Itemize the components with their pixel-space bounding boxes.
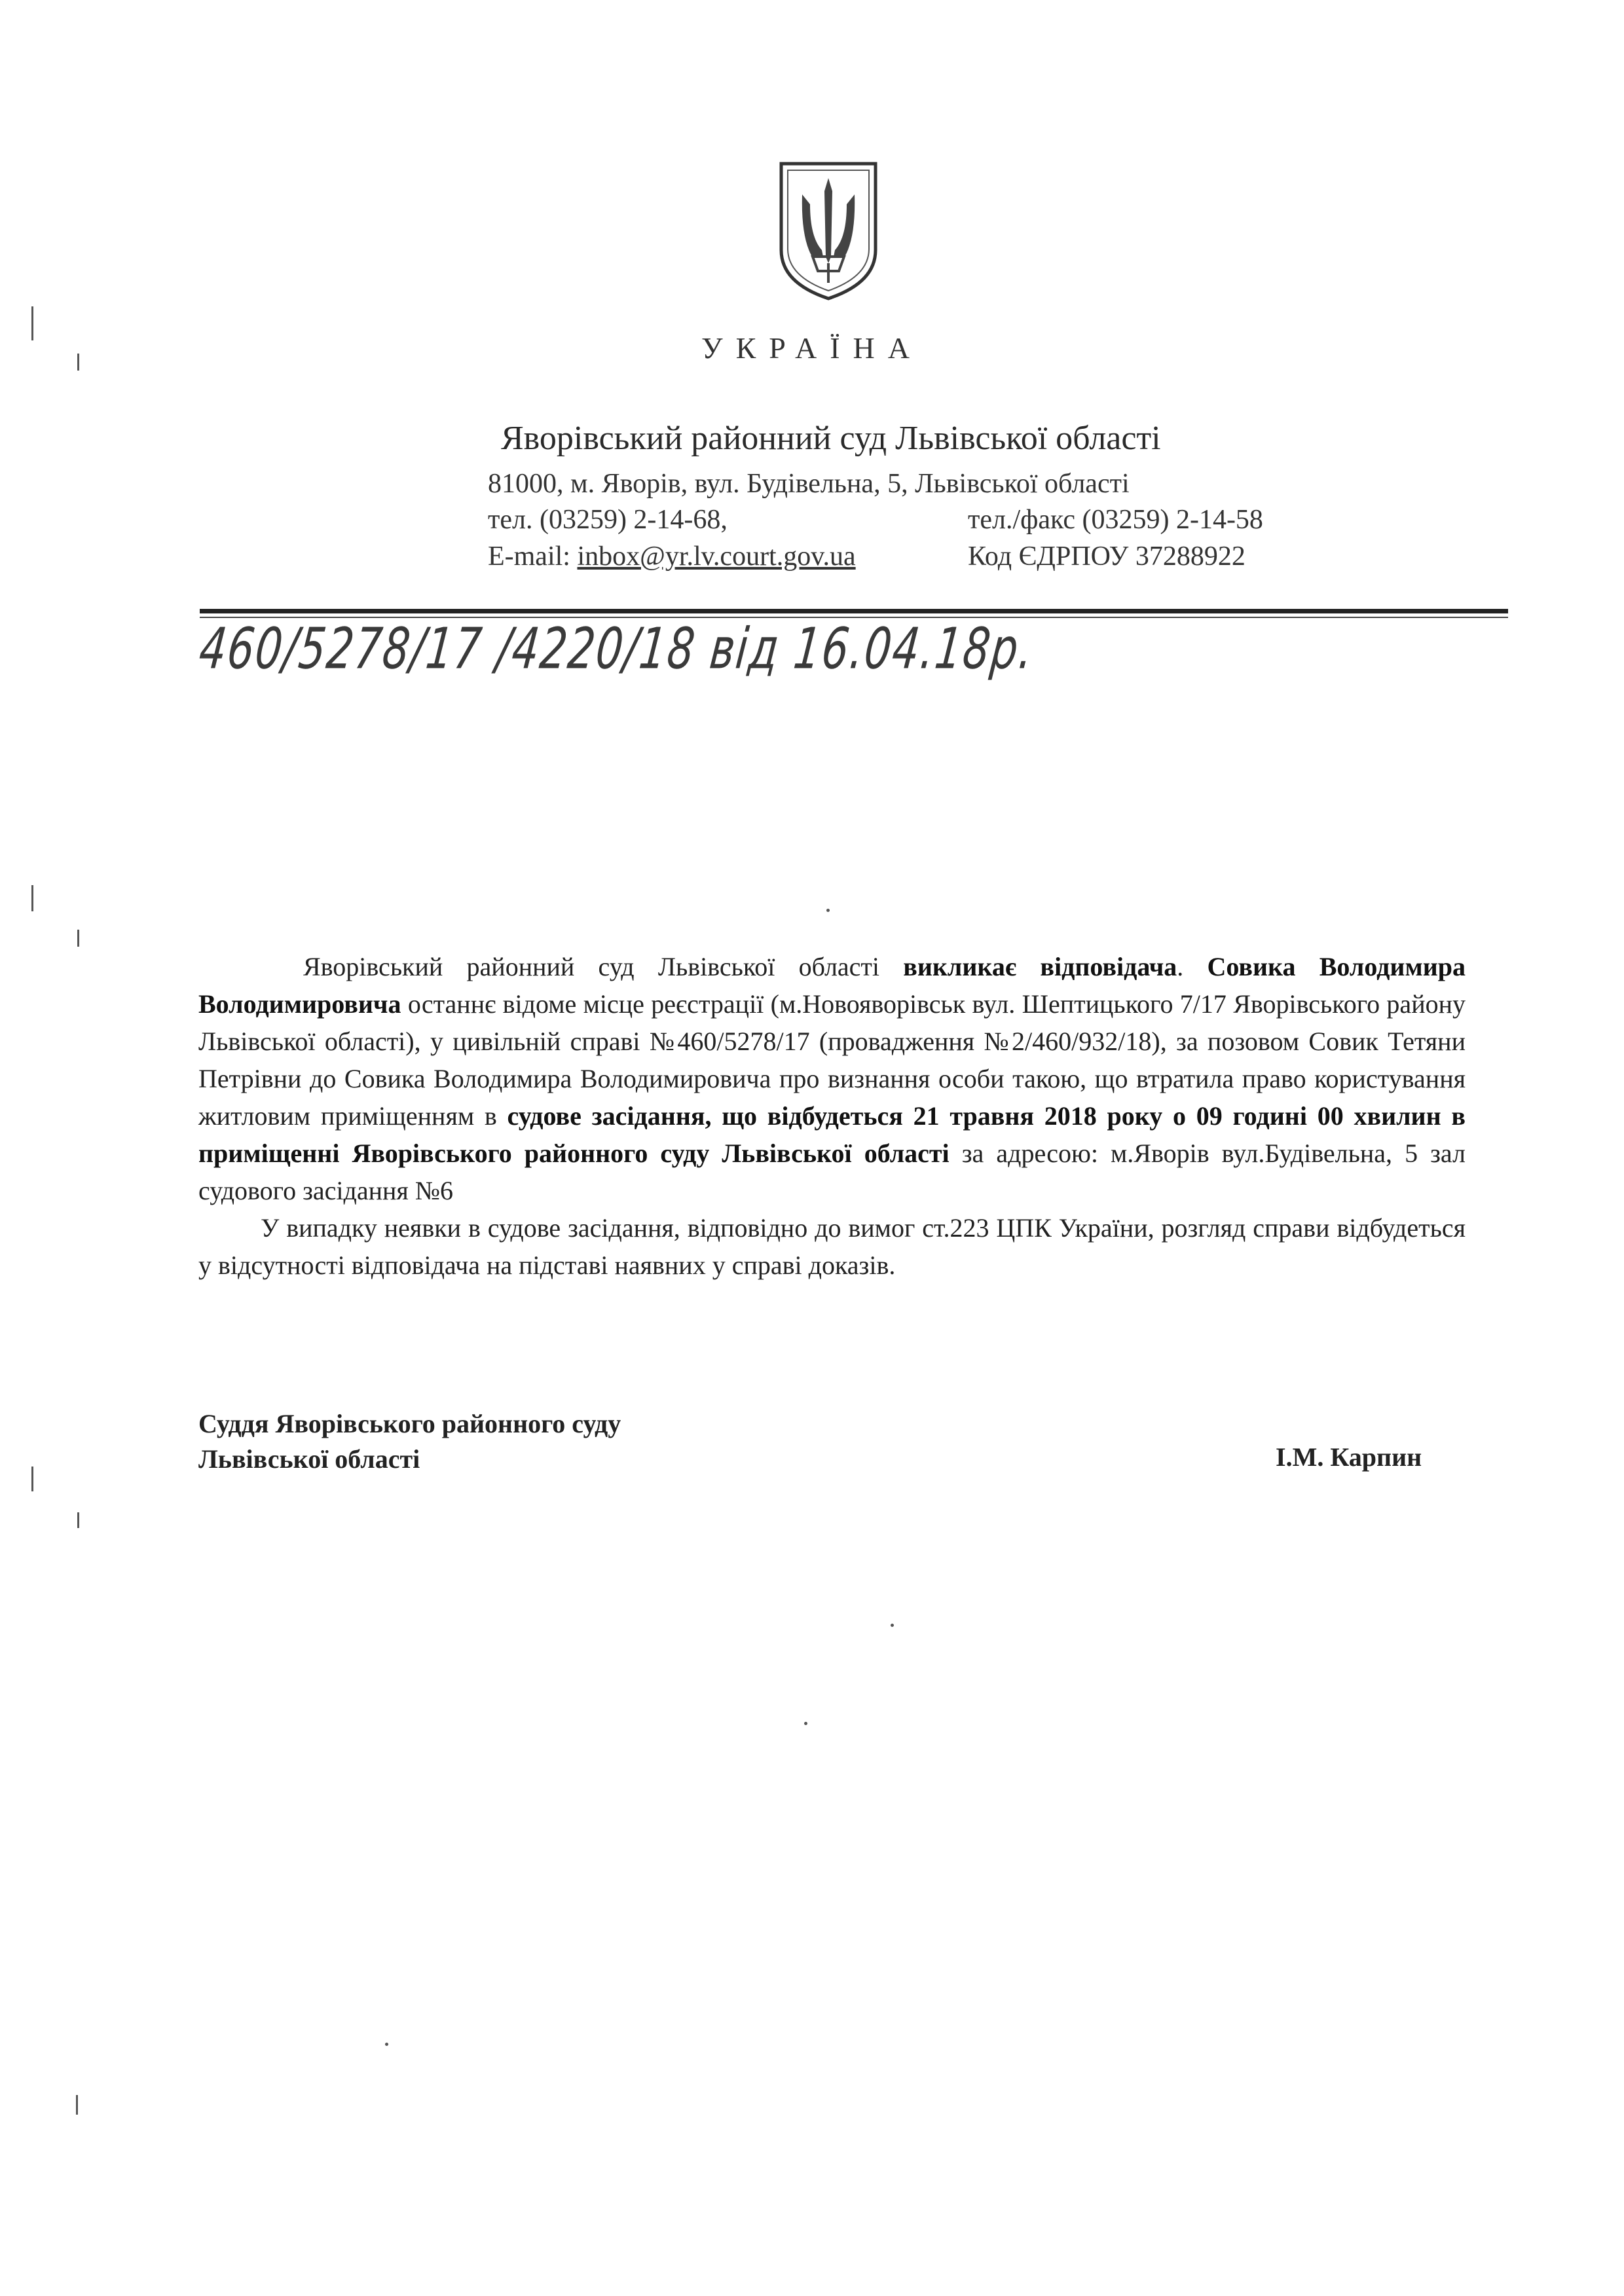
country-name: УКРАЇНА [701,331,923,365]
email-label: E-mail: [488,541,578,572]
scan-speck [804,1722,807,1725]
court-phone: тел. (03259) 2-14-68, [488,505,728,535]
hearing-datetime: судове засідання, що відбудеться 21 травня 2018 року о 09 годині 00 хвилин в приміщенні Яворівського районного суду Львівської області [198,1101,1466,1168]
tryzub-coat-of-arms-icon [776,158,881,302]
judge-title-line2: Львівської області [198,1444,420,1474]
court-email-line [488,541,856,572]
judge-name: І.М. Карпин [1276,1442,1422,1472]
scan-speck [826,909,830,912]
text-run: останнє відоме місце реєстрації (м.Новояворівськ вул. Шептицького 7/17 Яворівського району Львівської області), у цивільній справі №460/5278/17 (провадження №2/460/932/18), за позовом Совик Тетяни Петрівни до Совика Володимира Володимировича про визнання особи такою, що втратила право користування житловим приміщенням в [198,989,1466,1131]
text-run: Яворівський районний суд Львівської області [303,952,904,981]
scan-mark [76,2095,78,2115]
text-run: за адресою: м.Яворів вул.Будівельна, 5 зал судового засідання №6 [198,1139,1466,1205]
court-address: 81000, м. Яворів, вул. Будівельна, 5, Львівської області [488,469,1130,499]
summons-text [198,948,1466,1284]
judge-title-line1: Суддя Яворівського районного суду [198,1409,621,1438]
scan-mark [31,306,33,340]
text-run: . [1177,952,1208,981]
header-divider-thick [200,609,1508,613]
scan-mark [31,885,33,911]
absence-warning-paragraph: У випадку неявки в судове засідання, відповідно до вимог ст.223 ЦПК України, розгляд справи відбудеться у відсутності відповідача на підставі наявних у справі доказів. [198,1213,1466,1280]
scan-speck [385,2043,388,2046]
court-name: Яворівський районний суд Львівської області [501,420,1161,457]
handwritten-registration-number: 460/5278/17 /4220/18 від 16.04.18р. [196,617,1037,682]
edrpou-code: Код ЄДРПОУ 37288922 [968,541,1246,572]
scan-mark [31,1467,33,1491]
summons-paragraph [198,948,1466,1209]
bold-run: викликає відповідача [903,952,1177,981]
scan-speck [891,1624,894,1627]
judge-title [198,1406,621,1477]
scan-mark [77,1512,79,1528]
scan-mark [77,354,79,371]
court-fax: тел./факс (03259) 2-14-58 [968,505,1263,535]
scan-mark [77,930,79,947]
defendant-name: Совика Володимира Володимировича [198,952,1466,1019]
email-link[interactable]: inbox@yr.lv.court.gov.ua [577,541,856,572]
